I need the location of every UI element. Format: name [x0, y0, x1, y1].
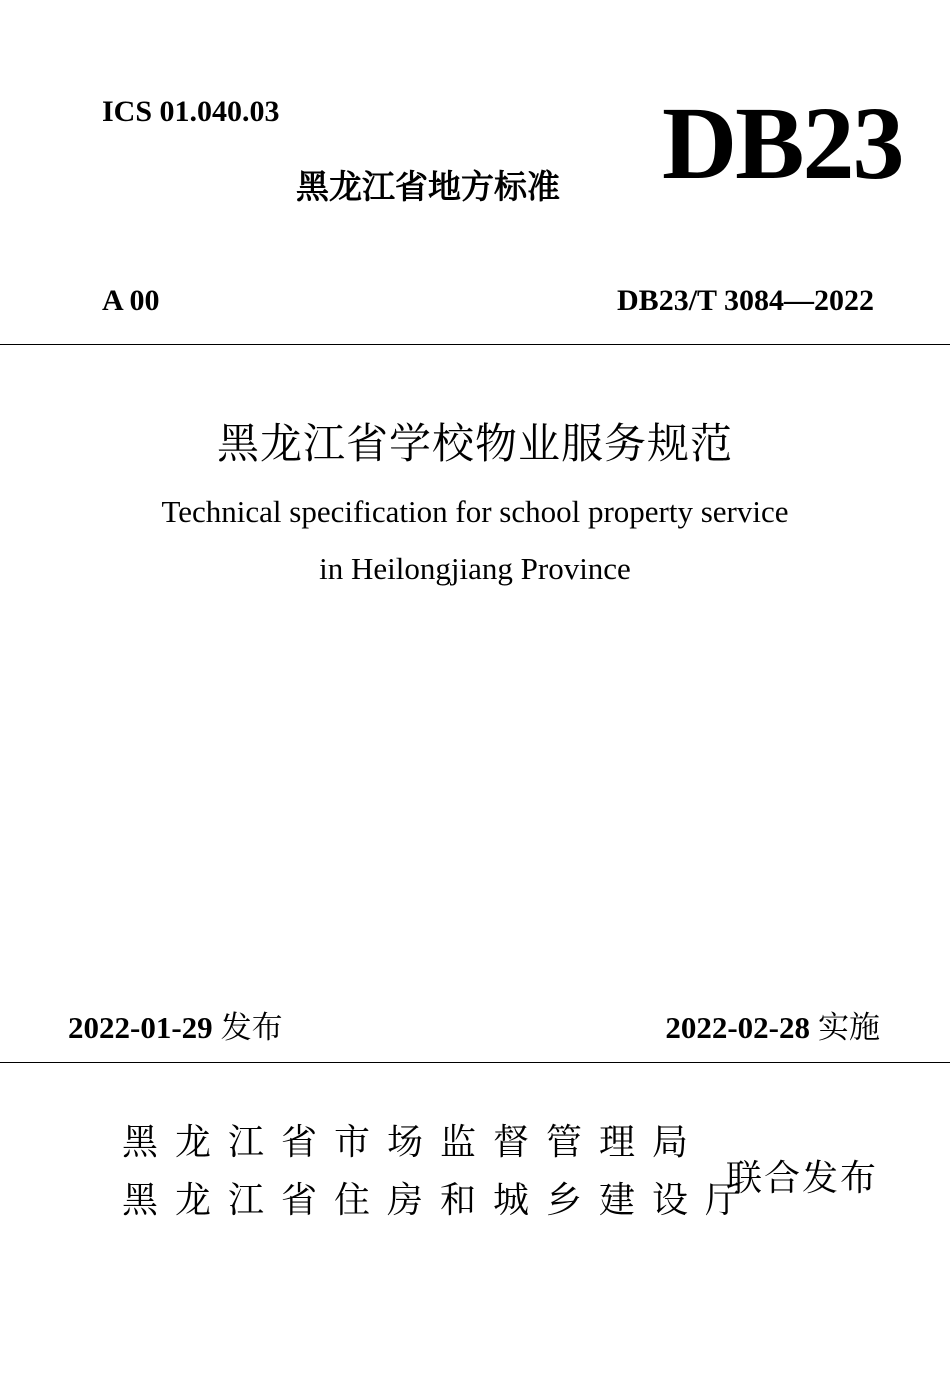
issuing-authority-2: 黑龙江省住房和城乡建设厅	[122, 1180, 759, 1221]
implementation-label: 实施	[818, 1010, 880, 1046]
title-english-line-1: Technical specification for school property service	[161, 494, 789, 529]
implementation-date-value: 2022-02-28	[665, 1010, 810, 1045]
standard-type: 黑龙江省地方标准	[296, 167, 560, 206]
standard-logo: DB23	[662, 86, 903, 201]
joint-issue-label: 联合发布	[726, 1158, 879, 1199]
implementation-date	[665, 1008, 880, 1048]
issue-date	[68, 1008, 283, 1048]
top-divider	[0, 344, 950, 345]
standard-number: DB23/T 3084—2022	[617, 284, 874, 317]
ics-code: ICS 01.040.03	[102, 95, 280, 128]
bottom-divider	[0, 1062, 950, 1063]
title-chinese: 黑龙江省学校物业服务规范	[216, 419, 733, 468]
classification-code: A 00	[102, 284, 160, 317]
issuing-authority-1: 黑龙江省市场监督管理局	[122, 1122, 706, 1163]
issue-label: 发布	[220, 1010, 283, 1046]
title-english-line-2: in Heilongjiang Province	[319, 551, 631, 586]
issue-date-value: 2022-01-29	[68, 1010, 213, 1045]
